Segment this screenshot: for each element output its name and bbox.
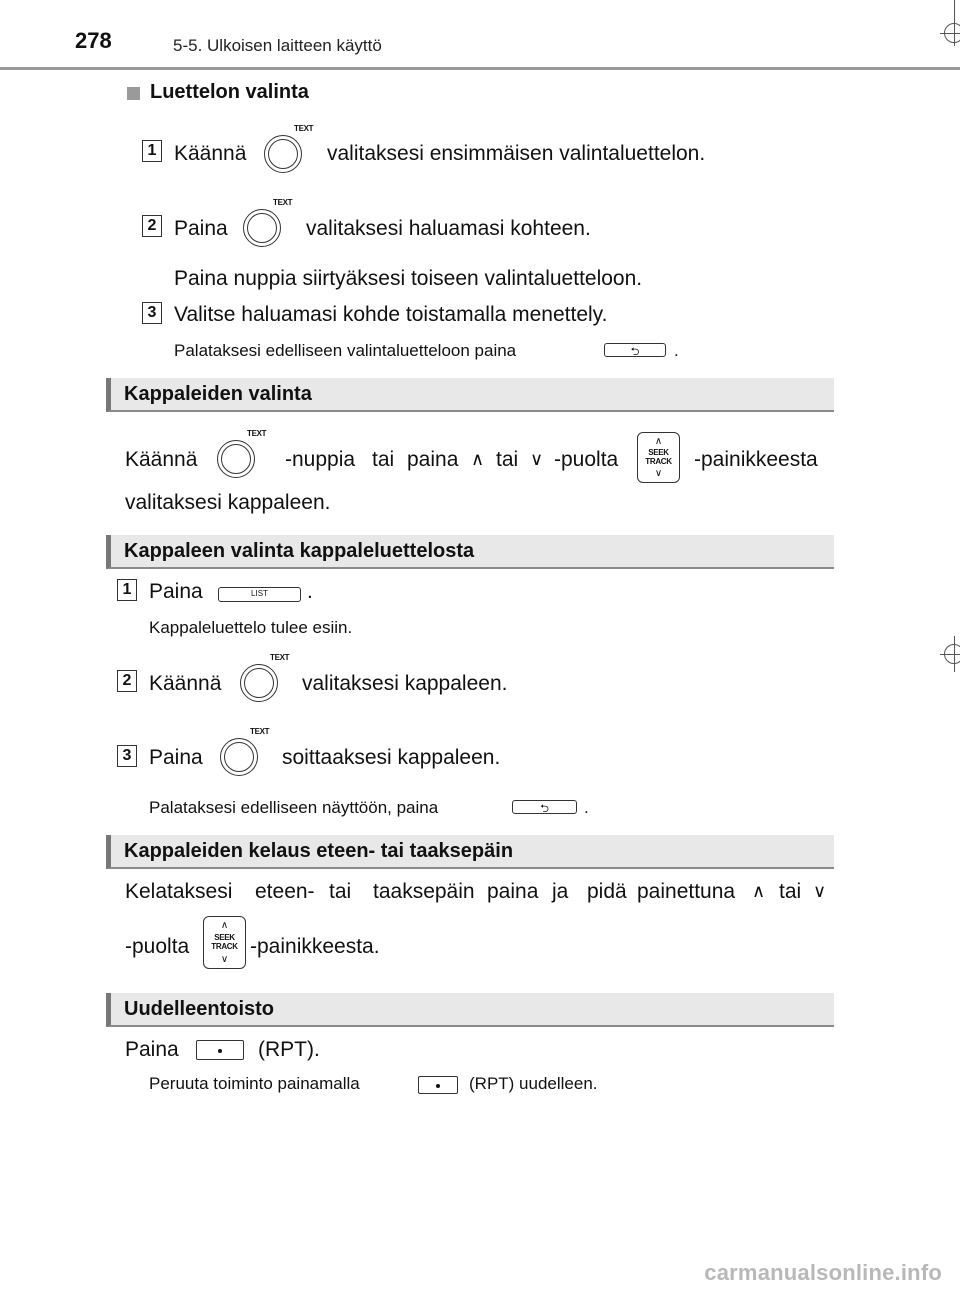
body-text: -painikkeesta. bbox=[250, 935, 380, 958]
body-text: tai bbox=[372, 448, 395, 471]
subheading-bullet bbox=[127, 87, 140, 100]
watermark: carmanualsonline.info bbox=[704, 1260, 942, 1285]
body-text: -painikkeesta bbox=[694, 448, 818, 471]
section-header bbox=[106, 993, 834, 1027]
section-title: Kappaleen valinta kappaleluettelosta bbox=[124, 540, 475, 562]
step-text: valitaksesi haluamasi kohteen. bbox=[306, 217, 591, 240]
body-text: painettuna bbox=[637, 880, 736, 903]
step-note: Peruuta toiminto painamalla bbox=[149, 1074, 360, 1093]
body-text: Kelataksesi bbox=[125, 880, 233, 903]
body-text: Paina bbox=[125, 1038, 179, 1061]
text-knob-icon: TEXT bbox=[217, 440, 255, 478]
section-title: Kappaleiden kelaus eteen- tai taaksepäin bbox=[124, 840, 514, 862]
down-arrow-icon: ∨ bbox=[813, 881, 827, 901]
body-text: -puolta bbox=[125, 935, 190, 958]
step-text: soittaaksesi kappaleen. bbox=[282, 746, 501, 769]
back-button-icon: ⮌ bbox=[604, 343, 666, 357]
body-text: -nuppia bbox=[285, 448, 356, 471]
section-title: Uudelleentoisto bbox=[124, 998, 275, 1020]
step-text: valitaksesi kappaleen. bbox=[302, 672, 508, 695]
body-text: (RPT). bbox=[258, 1038, 320, 1061]
step-number: 1 bbox=[142, 140, 162, 162]
step-text: valitaksesi ensimmäisen valintaluettelon. bbox=[327, 142, 706, 165]
body-text: tai bbox=[779, 880, 802, 903]
step-note: . bbox=[584, 798, 589, 817]
page-number: 278 bbox=[75, 28, 112, 53]
body-text: ja bbox=[552, 880, 569, 903]
body-text: -puolta bbox=[554, 448, 619, 471]
up-arrow-icon: ∧ bbox=[471, 449, 485, 469]
body-text: eteen- bbox=[255, 880, 315, 903]
list-button-icon: LIST bbox=[218, 587, 301, 602]
step-text: . bbox=[307, 580, 313, 603]
step-text: Paina bbox=[174, 217, 228, 240]
step-note: Paina nuppia siirtyäksesi toiseen valintaluetteloon. bbox=[174, 267, 643, 290]
body-text: tai bbox=[329, 880, 352, 903]
step-number: 3 bbox=[142, 302, 162, 324]
step-text: Käännä bbox=[149, 672, 222, 695]
step-note: Palataksesi edelliseen näyttöön, paina bbox=[149, 798, 439, 817]
step-text: Valitse haluamasi kohde toistamalla menettely. bbox=[174, 303, 608, 326]
body-text: valitaksesi kappaleen. bbox=[125, 491, 331, 514]
rpt-button-icon bbox=[196, 1040, 244, 1060]
step-text: Käännä bbox=[174, 142, 247, 165]
section-header bbox=[106, 835, 834, 869]
down-arrow-icon: ∨ bbox=[530, 449, 544, 469]
step-number: 2 bbox=[142, 215, 162, 237]
subheading-luettelon-valinta: Luettelon valinta bbox=[150, 81, 309, 103]
body-text: tai bbox=[496, 448, 519, 471]
up-arrow-icon: ∧ bbox=[752, 881, 766, 901]
step-note: Kappaleluettelo tulee esiin. bbox=[149, 618, 353, 637]
body-text: taaksepäin bbox=[373, 880, 475, 903]
body-text: pidä bbox=[587, 880, 627, 903]
text-knob-icon: TEXT bbox=[264, 135, 302, 173]
header-rule bbox=[0, 67, 960, 70]
rpt-button-icon bbox=[418, 1076, 458, 1094]
step-note: (RPT) uudelleen. bbox=[469, 1074, 598, 1093]
text-knob-icon: TEXT bbox=[240, 664, 278, 702]
body-text: paina bbox=[407, 448, 459, 471]
step-note: . bbox=[674, 341, 679, 360]
step-number: 2 bbox=[117, 670, 137, 692]
text-knob-icon: TEXT bbox=[243, 209, 281, 247]
crop-mark-mid-circle bbox=[944, 644, 960, 664]
section-header bbox=[106, 535, 834, 569]
step-number: 3 bbox=[117, 745, 137, 767]
step-note: Palataksesi edelliseen valintaluetteloon paina bbox=[174, 341, 517, 360]
text-knob-icon: TEXT bbox=[220, 738, 258, 776]
seek-track-switch-icon: ∧ SEEK TRACK ∨ bbox=[637, 432, 680, 483]
crop-mark-top-circle bbox=[944, 23, 960, 43]
body-text: Käännä bbox=[125, 448, 198, 471]
seek-track-switch-icon: ∧ SEEK TRACK ∨ bbox=[203, 916, 246, 969]
body-text: paina bbox=[487, 880, 539, 903]
chapter-title: 5-5. Ulkoisen laitteen käyttö bbox=[173, 36, 382, 55]
back-button-icon: ⮌ bbox=[512, 800, 577, 814]
step-text: Paina bbox=[149, 580, 203, 603]
step-text: Paina bbox=[149, 746, 203, 769]
step-number: 1 bbox=[117, 579, 137, 601]
section-title: Kappaleiden valinta bbox=[124, 383, 312, 405]
section-header bbox=[106, 378, 834, 412]
